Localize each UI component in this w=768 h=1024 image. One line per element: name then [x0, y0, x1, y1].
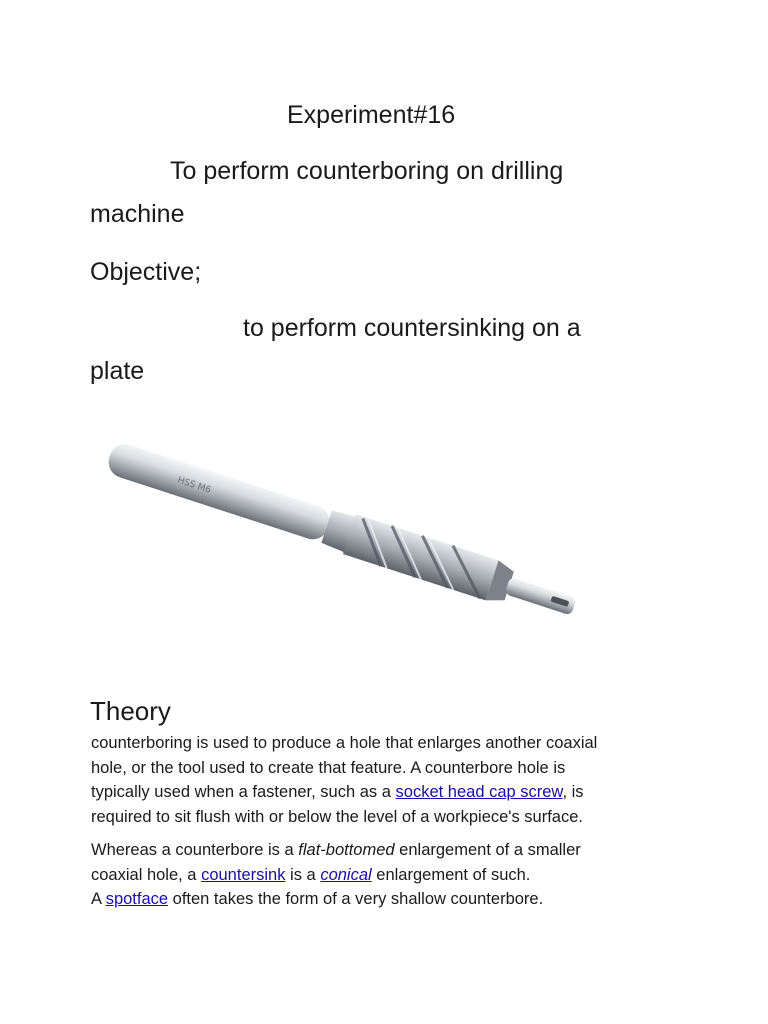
tool-pilot	[505, 577, 577, 616]
paragraph-1-line-2: hole, or the tool used to create that feature. A counterbore hole is	[91, 758, 566, 777]
paragraph-2-line-1: Whereas a counterbore is a flat-bottomed enlargement of a smaller	[91, 841, 581, 859]
theory-heading: Theory	[90, 696, 171, 726]
flat-bottomed-emphasis: flat-bottomed	[298, 841, 395, 859]
paragraph-1-line-1: counterboring is used to produce a hole that enlarges another coaxial	[91, 734, 598, 752]
shank-marking: HSS M6	[176, 475, 213, 496]
theory-paragraph-2	[91, 838, 711, 912]
countersink-link[interactable]: countersink	[201, 865, 286, 884]
objective-heading: Objective;	[90, 258, 202, 286]
counterbore-tool-image	[88, 440, 628, 640]
page-title: Experiment#16	[287, 101, 456, 129]
socket-head-cap-screw-link[interactable]: socket head cap screw	[395, 783, 563, 801]
objective-line-1: to perform countersinking on a	[243, 314, 581, 342]
conical-link[interactable]: conical	[320, 865, 372, 884]
spotface-link[interactable]: spotface	[105, 890, 169, 908]
paragraph-2-line-3: A spotface often takes the form of a very shallow counterbore.	[91, 890, 544, 908]
tool-shank	[104, 440, 333, 543]
subtitle-line-2: machine	[90, 200, 185, 228]
objective-line-2: plate	[90, 357, 145, 385]
paragraph-2-line-2: coaxial hole, a countersink is a conical enlargement of such.	[91, 865, 531, 884]
theory-paragraph-1	[91, 731, 711, 829]
paragraph-1-line-4: required to sit flush with or below the level of a workpiece's surface.	[91, 807, 583, 826]
paragraph-1-line-3: typically used when a fastener, such as a socket head cap screw, is	[91, 783, 584, 801]
subtitle-line-1: To perform counterboring on drilling	[170, 157, 564, 185]
